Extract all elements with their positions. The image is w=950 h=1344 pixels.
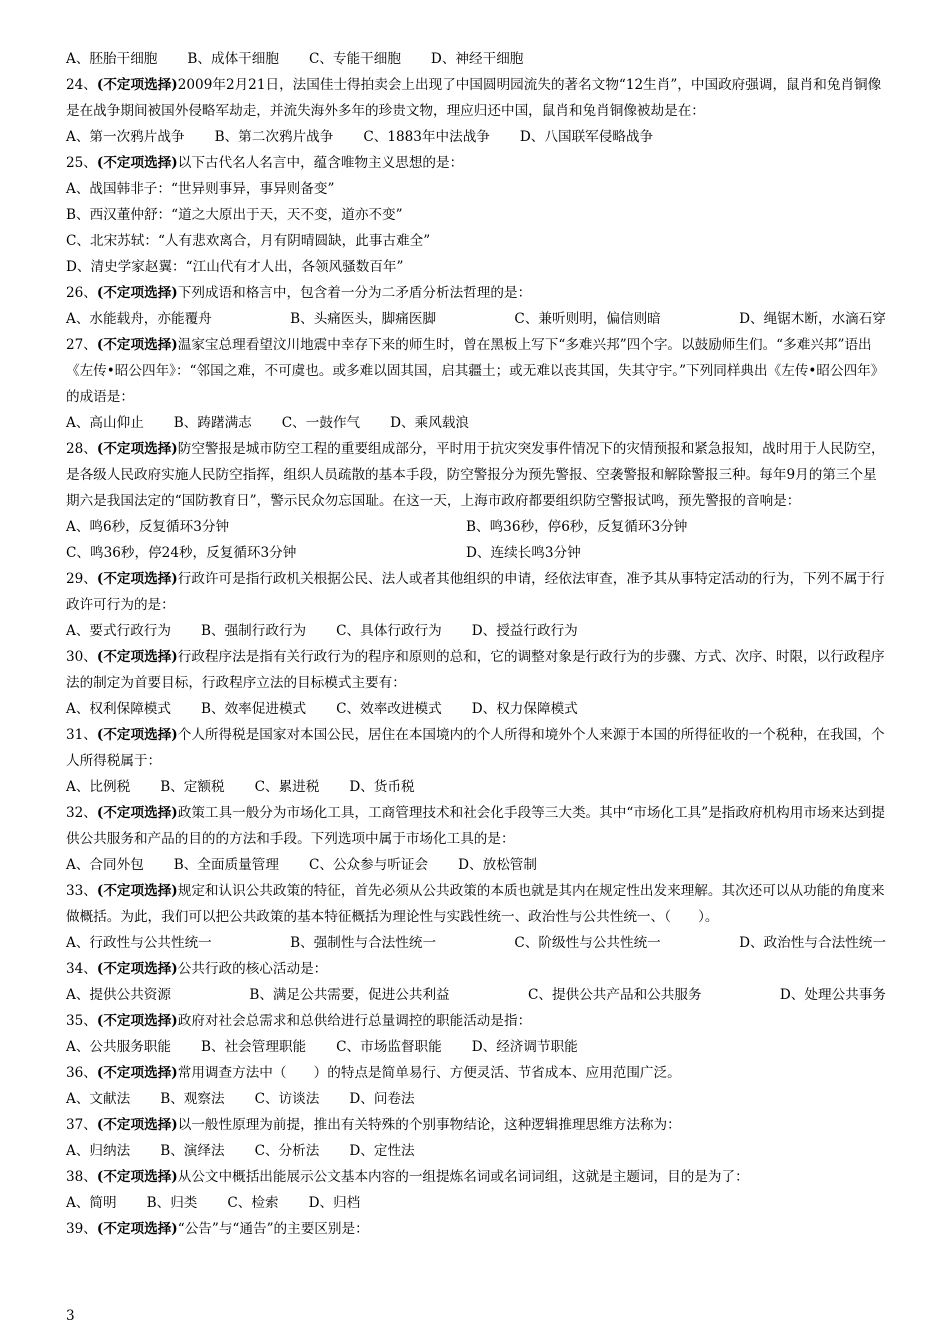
option-c: C、市场监督职能 [336,1039,442,1055]
question-type-tag: (不定项选择) [96,1013,178,1029]
question-number: 31、 [66,727,97,743]
options [66,852,886,878]
question-type-tag: (不定项选择) [96,285,178,301]
option-c: C、1883年中法战争 [363,129,490,145]
option-a: A、权利保障模式 [66,701,171,717]
option-b: B、头痛医头，脚痛医脚 [290,311,437,327]
option-d: D、乘风载浪 [390,415,470,431]
option-d: D、放松管制 [458,857,537,873]
question-type-tag: (不定项选择) [96,649,178,665]
option-c: C、兼听则明，偏信则暗 [514,311,661,327]
option-a: A、公共服务职能 [66,1039,171,1055]
option-d: D、处理公共事务 [779,987,886,1003]
option: D、神经干细胞 [430,51,524,67]
option-c: C、阶级性与公共性统一 [514,935,661,951]
question-type-tag: (不定项选择) [96,1169,178,1185]
options [66,618,886,644]
option-b: B、第二次鸦片战争 [214,129,334,145]
option-a: A、要式行政行为 [66,623,171,639]
options [66,1190,886,1216]
option-b: B、强制行政行为 [200,623,307,639]
option-c: C、提供公共产品和公共服务 [528,987,702,1003]
option-b: B、强制性与合法性统一 [290,935,437,951]
question-type-tag: (不定项选择) [96,805,178,821]
option-b: B、西汉董仲舒：“道之大原出于天，天不变，道亦不变” [66,207,403,223]
options [66,1086,886,1112]
option-a: A、战国韩非子：“世异则事异，事异则备变” [66,181,335,197]
question-number: 36、 [66,1065,97,1081]
option-d: D、清史学家赵翼：“江山代有才人出，各领风骚数百年” [66,259,404,275]
question-34 [66,956,886,1008]
question-text: 公共行政的核心活动是： [177,961,328,977]
question-33 [66,878,886,956]
question-type-tag: (不定项选择) [96,1221,178,1237]
question-number: 39、 [66,1221,97,1237]
options [66,1138,886,1164]
options [66,696,886,722]
option-d: D、八国联军侵略战争 [519,129,654,145]
options [66,514,886,566]
option-d: D、问卷法 [349,1091,415,1107]
question-type-tag: (不定项选择) [96,441,178,457]
question-37 [66,1112,886,1164]
question-36 [66,1060,886,1112]
option-a: A、高山仰止 [66,415,144,431]
question-text: 以一般性原理为前提，推出有关特殊的个别事物结论，这种逻辑推理思维方法称为： [177,1117,681,1133]
question-number: 38、 [66,1169,97,1185]
question-text: 温家宝总理看望汶川地震中幸存下来的师生时，曾在黑板上写下“多难兴邦”四个字。以鼓励师生们。“多难兴邦”语出《左传•昭公四年》：“邻国之难，不可虞也。或多难以固其国，启其疆土；或无难以丧其国，失其守宇。”下列同样典出《左传•昭公四年》的成语是： [66,337,885,405]
option: C、专能干细胞 [308,51,401,67]
question-text: 以下古代名人名言中，蕴含唯物主义思想的是： [177,155,464,171]
option-b: B、鸣36秒，停6秒，反复循环3分钟 [466,519,688,535]
question-type-tag: (不定项选择) [96,1117,178,1133]
option-c: C、公众参与听证会 [308,857,429,873]
options [66,410,886,436]
page-number: 3 [66,1308,75,1324]
question-25 [66,150,886,280]
options [66,774,886,800]
question-type-tag: (不定项选择) [96,571,178,587]
option-d: D、货币税 [349,779,415,795]
question-number: 27、 [66,337,97,353]
option-d: D、归档 [308,1195,361,1211]
option-c: C、效率改进模式 [336,701,442,717]
options [66,930,886,956]
options [66,1034,886,1060]
question-type-tag: (不定项选择) [96,77,178,93]
option-b: B、归类 [146,1195,198,1211]
question-38 [66,1164,886,1216]
question-text: 政策工具一般分为市场化工具，工商管理技术和社会化手段等三大类。其中“市场化工具”是指政府机构用市场来达到提供公共服务和产品的目的的方法和手段。下列选项中属于市场化工具的是： [66,805,885,847]
question-type-tag: (不定项选择) [96,337,178,353]
question-24 [66,72,886,150]
option-d: D、定性法 [349,1143,415,1159]
option: A、胚胎干细胞 [66,51,158,67]
intro-options [66,46,886,72]
option-a: A、第一次鸦片战争 [66,129,185,145]
option-b: B、效率促进模式 [200,701,307,717]
option-d: D、经济调节职能 [471,1039,578,1055]
question-29 [66,566,886,644]
options [66,124,886,150]
option-c: C、北宋苏轼：“人有悲欢离合，月有阴晴圆缺，此事古难全” [66,233,431,249]
question-number: 35、 [66,1013,97,1029]
question-27 [66,332,886,436]
question-text: 政府对社会总需求和总供给进行总量调控的职能活动是指： [177,1013,532,1029]
question-number: 25、 [66,155,97,171]
option-b: B、社会管理职能 [200,1039,307,1055]
question-text: 防空警报是城市防空工程的重要组成部分，平时用于抗灾突发事件情况下的灾情预报和紧急报知，战时用于人民防空，是各级人民政府实施人民防空指挥，组织人员疏散的基本手段，防空警报分为预先警报、空袭警报和解除警报三种。每年9月的第三个星期六是我国法定的“国防教育日”，警示民众勿忘国耻。在这一天，上海市政府都要组织防空警报试鸣，预先警报的音响是： [66,441,885,509]
option-b: B、观察法 [160,1091,225,1107]
question-type-tag: (不定项选择) [96,961,178,977]
option-d: D、授益行政行为 [471,623,578,639]
question-number: 34、 [66,961,97,977]
option-a: A、简明 [66,1195,117,1211]
question-text: 下列成语和格言中，包含着一分为二矛盾分析法哲理的是： [177,285,532,301]
option-c: C、一鼓作气 [281,415,361,431]
document-page [66,46,886,1242]
question-text: 从公文中概括出能展示公文基本内容的一组提炼名词或名词词组，这就是主题词，目的是为了： [177,1169,749,1185]
option-c: C、鸣36秒，停24秒，反复循环3分钟 [66,545,297,561]
question-number: 33、 [66,883,97,899]
question-number: 37、 [66,1117,97,1133]
question-39 [66,1216,886,1242]
question-number: 26、 [66,285,97,301]
options [66,982,886,1008]
question-28 [66,436,886,566]
question-type-tag: (不定项选择) [96,883,178,899]
option-c: C、检索 [227,1195,279,1211]
options [66,306,886,332]
option: B、成体干细胞 [187,51,279,67]
option-c: C、分析法 [254,1143,320,1159]
question-text: 行政程序法是指有关行政行为的程序和原则的总和，它的调整对象是行政行为的步骤、方式、次序、时限，以行政程序法的制定为首要目标，行政程序立法的目标模式主要有： [66,649,885,691]
question-number: 29、 [66,571,97,587]
option-a: A、提供公共资源 [66,987,171,1003]
option-d: D、绳锯木断，水滴石穿 [739,311,886,327]
option-a: A、行政性与公共性统一 [66,935,212,951]
question-number: 28、 [66,441,97,457]
option-a: A、比例税 [66,779,131,795]
option-a: A、归纳法 [66,1143,131,1159]
question-32 [66,800,886,878]
option-b: B、踌躇满志 [173,415,252,431]
option-b: B、演绎法 [160,1143,225,1159]
question-number: 24、 [66,77,97,93]
question-30 [66,644,886,722]
option-d: D、政治性与合法性统一 [739,935,886,951]
question-type-tag: (不定项选择) [96,155,178,171]
option-c: C、累进税 [254,779,320,795]
question-35 [66,1008,886,1060]
option-b: B、全面质量管理 [173,857,279,873]
question-26 [66,280,886,332]
option-a: A、文献法 [66,1091,131,1107]
option-d: D、连续长鸣3分钟 [466,545,581,561]
option-b: B、定额税 [160,779,225,795]
question-text: 个人所得税是国家对本国公民，居住在本国境内的个人所得和境外个人来源于本国的所得征收的一个税种，在我国，个人所得税属于： [66,727,885,769]
question-31 [66,722,886,800]
option-a: A、合同外包 [66,857,144,873]
question-text: 行政许可是指行政机关根据公民、法人或者其他组织的申请，经依法审查，准予其从事特定活动的行为，下列不属于行政许可行为的是： [66,571,885,613]
option-a: A、鸣6秒，反复循环3分钟 [66,519,230,535]
question-text: 规定和认识公共政策的特征，首先必须从公共政策的本质也就是其内在规定性出发来理解。其次还可以从功能的角度来做概括。为此，我们可以把公共政策的基本特征概括为理论性与实践性统一、政治性与公共性统一、（ ）。 [66,883,885,925]
question-number: 32、 [66,805,97,821]
question-number: 30、 [66,649,97,665]
option-a: A、水能载舟，亦能覆舟 [66,311,212,327]
option-d: D、权力保障模式 [471,701,578,717]
question-type-tag: (不定项选择) [96,1065,178,1081]
question-text: 2009年2月21日，法国佳士得拍卖会上出现了中国圆明园流失的著名文物“12生肖”，中国政府强调，鼠肖和兔肖铜像是在战争期间被国外侵略军劫走，并流失海外多年的珍贵文物，理应归还中国，鼠肖和兔肖铜像被劫是在： [66,77,882,119]
question-type-tag: (不定项选择) [96,727,178,743]
option-c: C、具体行政行为 [336,623,442,639]
question-text: “公告”与“通告”的主要区别是： [177,1221,369,1237]
option-c: C、访谈法 [254,1091,320,1107]
option-b: B、满足公共需要，促进公共利益 [249,987,450,1003]
question-text: 常用调查方法中（ ）的特点是简单易行、方便灵活、节省成本、应用范围广泛。 [177,1065,681,1081]
